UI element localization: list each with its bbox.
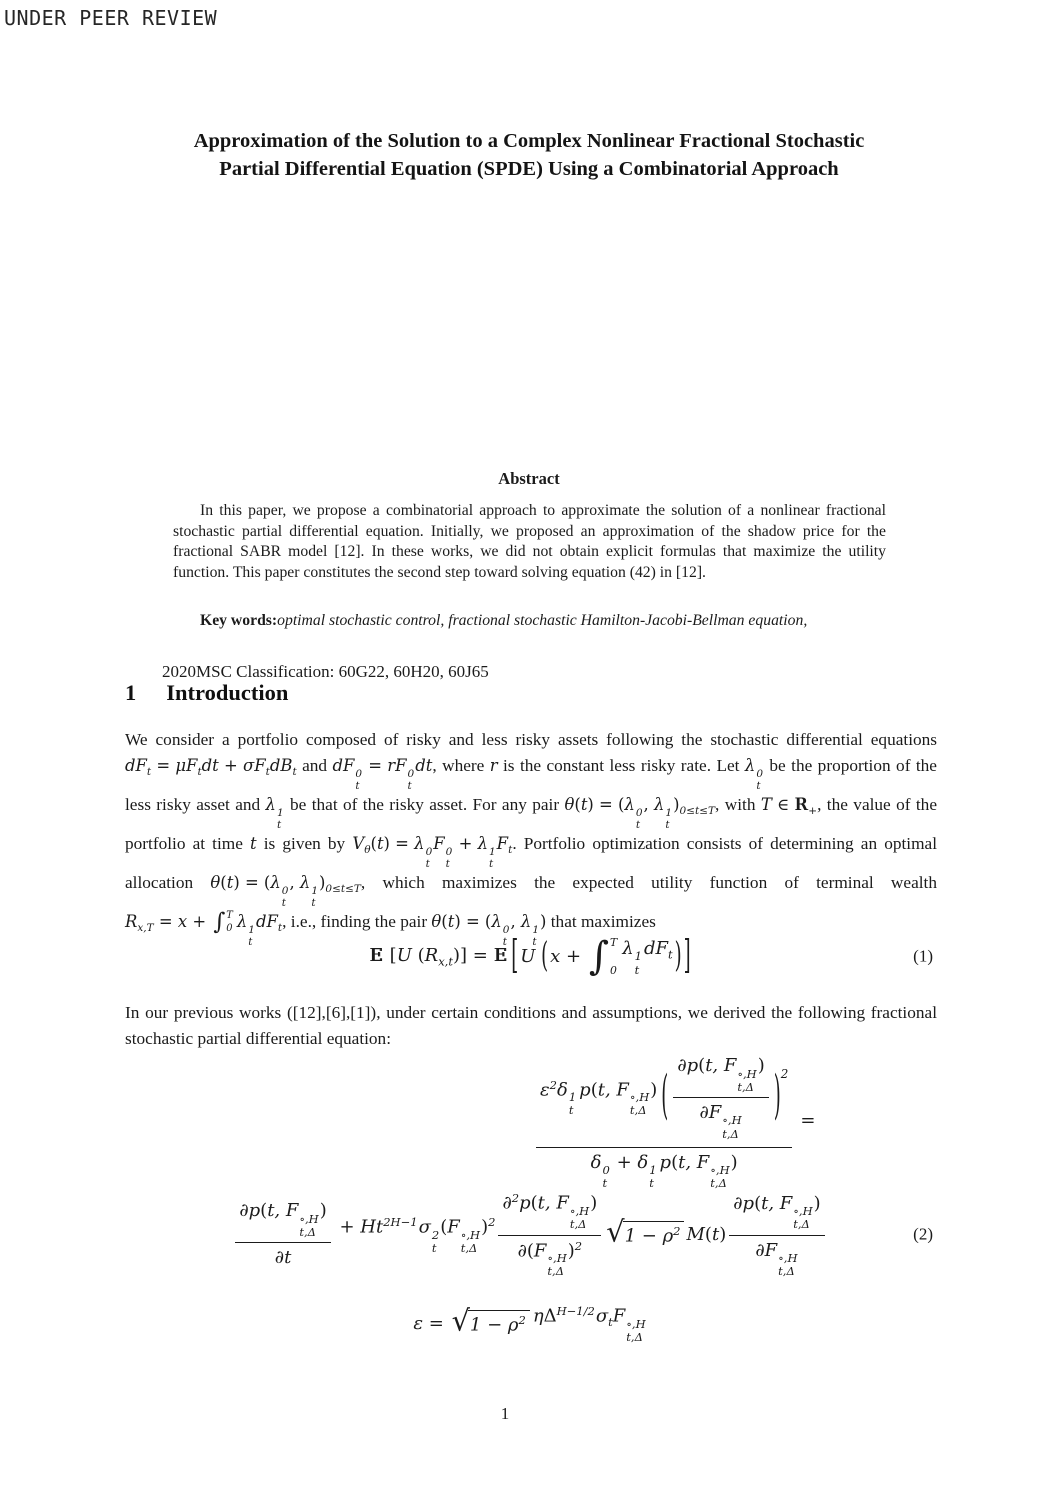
intro-paragraph: We consider a portfolio composed of risky and less risky assets following the stochastic differential equations $dF_t = \mu F_tdt + \sigma F_tdB_t$ and dF 0 t = rF 0 t dt, where r is the constant less risky rate. Let λ 0 t be the proportion of the less risky asset and λ 1 t be that of the risky asset. For any pair θ(t) = (λ 0 t , λ 1 t )$_{0\le t\le T}$, with T ∈ $R_+$, the value of the portfolio at time t is given by $V_\theta(t) = \lambda$ 0 t F 0 t + λ 1 t $F_t$. Portfolio optimization consists of determining an optimal allocation θ(t) = (λ 0 t , λ 1 t )$_{0\le t\le T}$, which maximizes the expected utility function of terminal wealth $R_{x,T} = x$ + ∫ T 0 λ 1 t $dF_t$, i.e., finding the pair θ(t) = (λ 0 t , λ 1 t ) that maximizes [125,730,938,948]
epsilon-definition-equation [125,1294,935,1354]
peer-review-watermark: UNDER PEER REVIEW [4,6,218,30]
previous-works-paragraph: In our previous works ([12],[6],[1]), under certain conditions and assumptions, we derived the following fractional stochastic partial differential equation: [125,1003,937,1048]
equation-1-math: E [U $(R_{x,t})] = E$ [ U ( x + ∫ T 0 λ 1 t $dF_t$ ) ] [369,932,691,979]
paper-title-line-2: Partial Differential Equation (SPDE) Using a Combinatorial Approach [219,158,839,180]
keywords-label: Key words: [200,612,278,629]
epsilon-definition-math: ε = √ $1 - \rho^2$ $\eta\Delta^{H-1/2}\sigma_tF$ ∘,H t,Δ [413,1303,646,1344]
abstract-text: In this paper, we propose a combinatorial approach to approximate the solution of a nonlinear fractional stochastic partial differential equation. Initially, we proposed an approximation of the shadow price for the fractional SABR model [12]. In these works, we did not obtain explicit formulas that maximize the utility function. This paper constitutes the second step toward solving equation (42) in [12]. [173,502,886,581]
equation-1 [125,919,935,995]
keywords-line [173,610,886,631]
equation-2-lower-math: ∂p(t, F ∘,H t,Δ ) ∂t + $Ht^{2H-1}\sigma$ 2 t (F ∘,H t,Δ )$^2$ ∂$^2$p(t, F ∘,H t,Δ ) ∂(F ∘,H t,Δ )$^2$ √ $1 - \rho^2$ M(t) ∂p(t, F ∘,H t,Δ ) ∂F ∘,H t,Δ [232,1188,827,1281]
abstract-heading: Abstract [498,469,560,488]
paper-title [60,127,998,183]
keywords-text: optimal stochastic control, fractional stochastic Hamilton-Jacobi-Bellman equation, [277,612,808,629]
equation-1-tag: (1) [913,946,933,966]
equation-2-lower [125,1190,935,1280]
page-number: 1 [500,1404,510,1423]
equation-2-tag: (2) [913,1224,933,1244]
msc-classification: 2020MSC Classification: 60G22, 60H20, 60J65 [162,662,489,681]
section-heading [125,680,288,706]
section-title: Introduction [166,680,289,705]
section-number: 1 [125,680,137,705]
paper-title-line-1: Approximation of the Solution to a Complex Nonlinear Fractional Stochastic [193,130,865,152]
equation-2-upper [533,1055,816,1191]
equation-2-upper-math: $\varepsilon^2\delta$ 1 t p(t, F ∘,H t,Δ ) ( ∂p(t, F ∘,H t,Δ ) ∂F ∘,H t,Δ ) $^2$ δ 0 t + δ 1 t p(t, F ∘,H t,Δ ) = [533,1048,815,1193]
